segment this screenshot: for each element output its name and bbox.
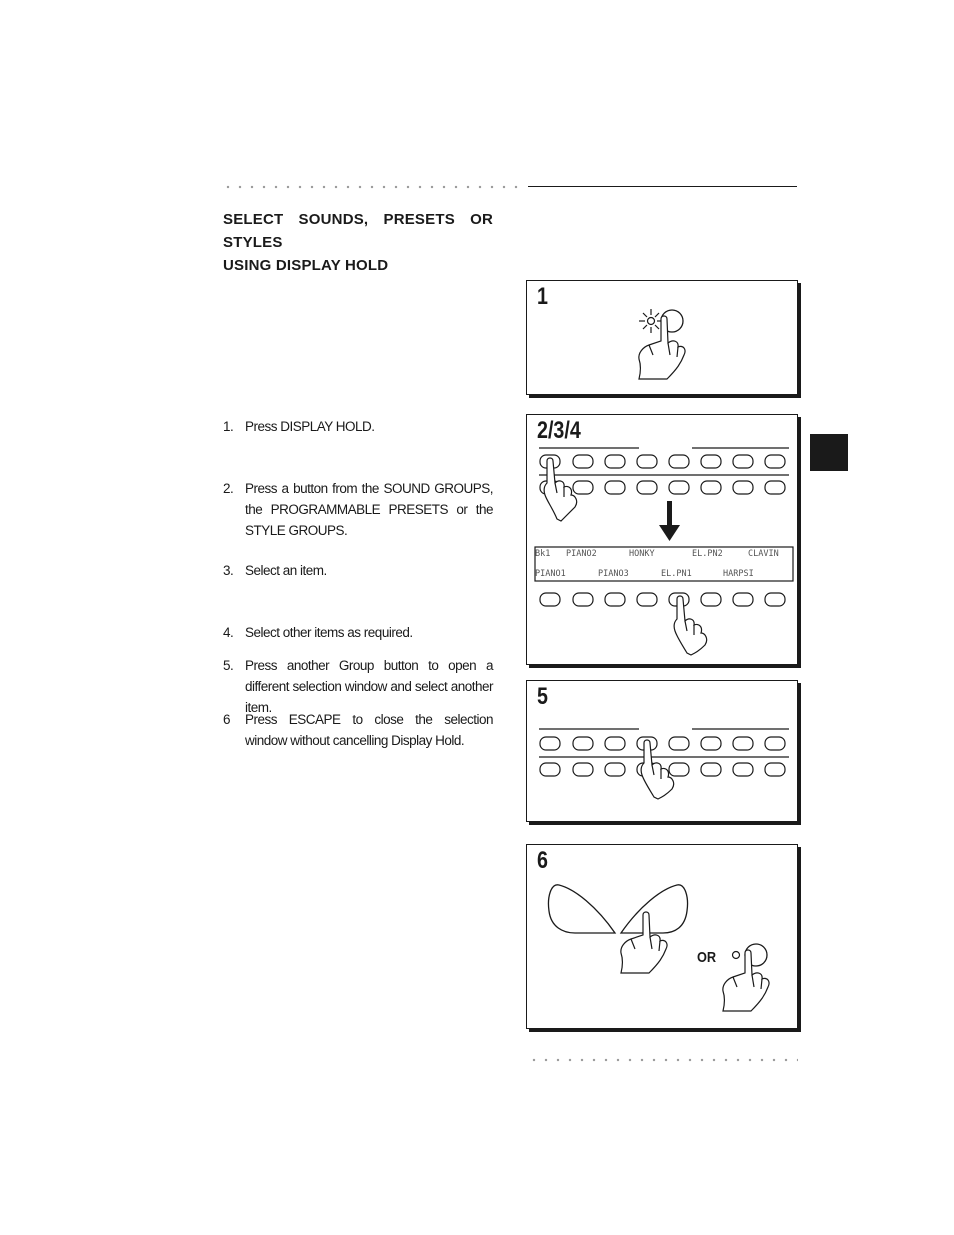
step-1: [223, 416, 493, 437]
step-2: [223, 478, 493, 541]
group-buttons-row-2: [540, 481, 785, 494]
led-indicator-icon: [733, 952, 740, 959]
step-number: 6: [223, 712, 231, 727]
step-6: [223, 709, 493, 751]
step-number: 4.: [223, 625, 234, 640]
panel-step-1: [526, 280, 798, 395]
display-select-buttons: [540, 593, 785, 606]
heading-line-2: USING DISPLAY HOLD: [223, 257, 389, 274]
group-buttons-row-1: [540, 455, 785, 468]
panel-label: 2/3/4: [537, 417, 581, 444]
step-4: [223, 622, 493, 643]
lcd-item[interactable]: HONKY: [629, 549, 655, 559]
step-text: Press DISPLAY HOLD.: [245, 419, 375, 434]
down-arrow-icon: [659, 501, 680, 541]
panel-step-6: [526, 844, 798, 1029]
lcd-item[interactable]: PIANO3: [598, 569, 629, 579]
panel-label: 1: [537, 283, 548, 310]
top-dotted-divider: [222, 185, 522, 189]
heading-line-1: SELECT SOUNDS, PRESETS OR STYLES: [223, 211, 493, 251]
lcd-item[interactable]: EL.PN2: [692, 549, 723, 559]
escape-buttons-illustration: [527, 845, 797, 1028]
step-text: Select other items as required.: [245, 625, 413, 640]
group-buttons-illustration: [527, 415, 797, 664]
chapter-tab-marker: [810, 434, 848, 471]
section-heading: [223, 208, 493, 277]
panel-step-5: [526, 680, 798, 822]
step-number: 2.: [223, 481, 234, 496]
group-buttons-illustration: [527, 681, 797, 821]
panel-label: 6: [537, 847, 548, 874]
pointing-hand-icon: [544, 458, 576, 521]
step-text: Press a button from the SOUND GROUPS, the PROGRAMMABLE PRESETS or the STYLE GROUPS.: [245, 481, 493, 538]
step-number: 3.: [223, 563, 234, 578]
step-number: 5.: [223, 658, 234, 673]
step-text: Press another Group button to open a different selection window and select another item.: [245, 658, 493, 715]
display-hold-button-illustration: [527, 281, 797, 394]
lcd-item[interactable]: HARPSI: [723, 569, 754, 579]
step-text: Select an item.: [245, 563, 327, 578]
panel-label: 5: [537, 683, 548, 710]
lcd-item[interactable]: EL.PN1: [661, 569, 692, 579]
step-text: Press ESCAPE to close the selection window without cancelling Display Hold.: [245, 712, 493, 748]
pointing-hand-icon: [674, 596, 706, 655]
step-3: [223, 560, 493, 581]
lcd-item[interactable]: CLAVIN: [748, 549, 779, 559]
top-rule: [528, 186, 797, 187]
panel-step-2-3-4: [526, 414, 798, 665]
bottom-dotted-divider: [528, 1058, 798, 1062]
escape-button-pair-icon: [548, 885, 687, 933]
group-buttons-row-1: [540, 737, 785, 750]
light-burst-icon: [639, 309, 663, 333]
or-label: OR: [697, 949, 717, 966]
lcd-item[interactable]: PIANO2: [566, 549, 597, 559]
lcd-bank-label: Bk1: [535, 549, 551, 559]
step-number: 1.: [223, 419, 234, 434]
lcd-item[interactable]: PIANO1: [535, 569, 566, 579]
